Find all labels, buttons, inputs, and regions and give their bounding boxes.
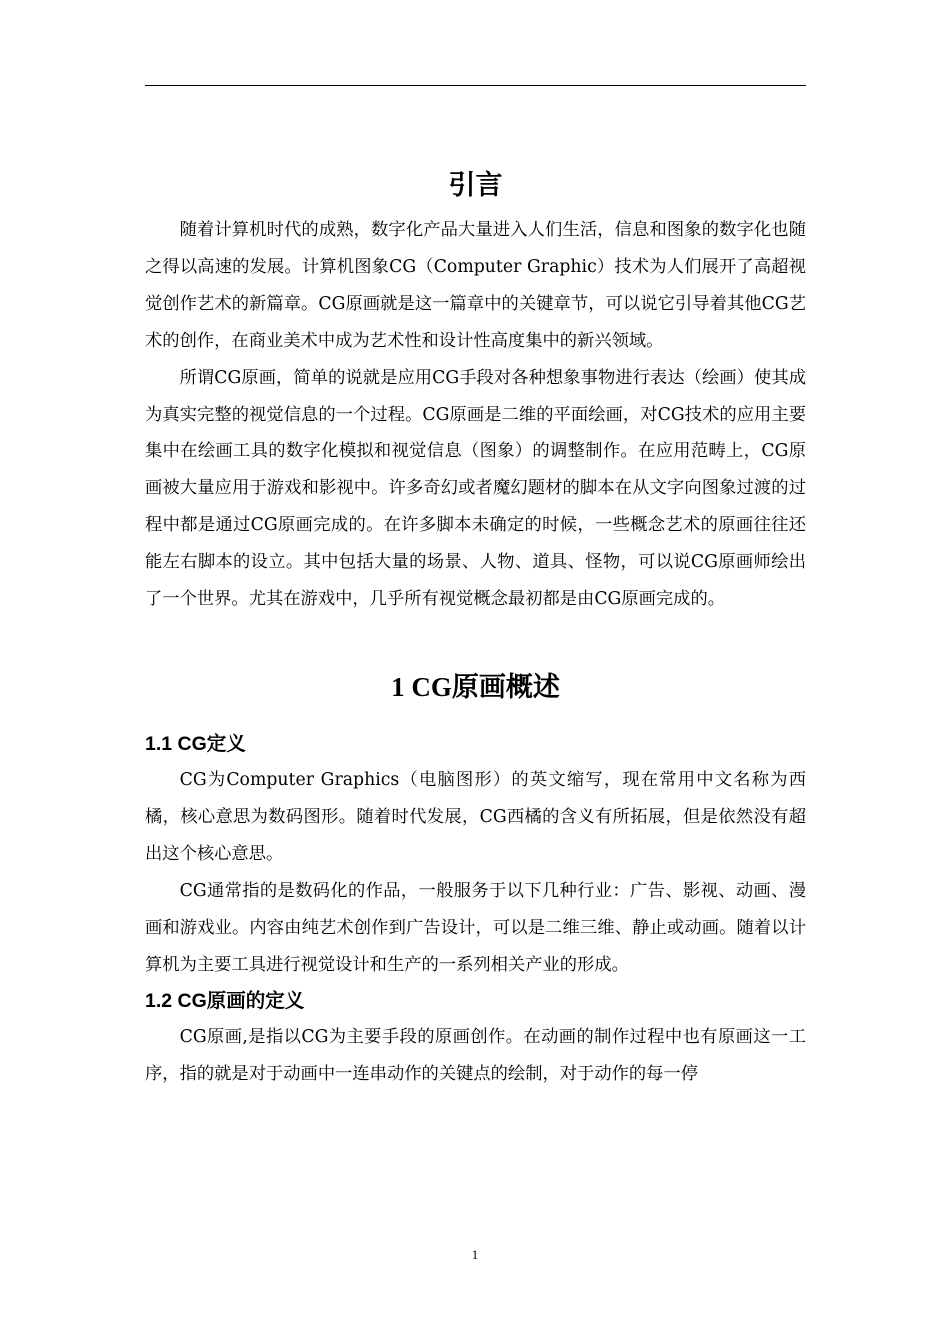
page-number: 1 (471, 1247, 479, 1262)
section-1-1-paragraph-1: CG为Computer Graphics（电脑图形）的英文缩写，现在常用中文名称为西橘，核心意思为数码图形。随着时代发展，CG西橘的含义有所拓展，但是依然没有超出这个核心意思。 (145, 769, 806, 864)
header-rule (145, 85, 806, 86)
intro-title: 引言 (448, 170, 503, 201)
intro-paragraph-2: 所谓CG原画，简单的说就是应用CG手段对各种想象事物进行表达（绘画）使其成为真实完整的视觉信息的一个过程。CG原画是二维的平面绘画，对CG技术的应用主要集中在绘画工具的数字化模拟和视觉信息（图象）的调整制作。在应用范畴上，CG原画被大量应用于游戏和影视中。许多奇幻或者魔幻题材的脚本在从文字向图象过渡的过程中都是通过CG原画完成的。在许多脚本未确定的时候，一些概念艺术的原画往往还能左右脚本的设立。其中包括大量的场景、人物、道具、怪物，可以说CG原画师绘出了一个世界。尤其在游戏中，几乎所有视觉概念最初都是由CG原画完成的。 (145, 367, 806, 610)
section-1-1-paragraph-2: CG通常指的是数码化的作品，一般服务于以下几种行业：广告、影视、动画、漫画和游戏业。内容由纯艺术创作到广告设计，可以是二维三维、静止或动画。随着以计算机为主要工具进行视觉设计和生产的一系列相关产业的形成。 (145, 880, 806, 975)
section-1-1-title: 1.1 CG定义 (145, 732, 246, 755)
section-1-2-title: 1.2 CG原画的定义 (145, 990, 305, 1013)
page-content (145, 160, 806, 1093)
section-1-2-paragraph-1: CG原画,是指以CG为主要手段的原画创作。在动画的制作过程中也有原画这一工序，指的就是对于动画中一连串动作的关键点的绘制，对于动作的每一停 (145, 1027, 806, 1085)
chapter-title: 1 CG原画概述 (391, 671, 560, 702)
intro-paragraph-1: 随着计算机时代的成熟，数字化产品大量进入人们生活，信息和图象的数字化也随之得以高速的发展。计算机图象CG（Computer Graphic）技术为人们展开了高超视觉创作艺术的新篇章。CG原画就是这一篇章中的关键章节，可以说它引导着其他CG艺术的创作，在商业美术中成为艺术性和设计性高度集中的新兴领域。 (145, 220, 806, 351)
